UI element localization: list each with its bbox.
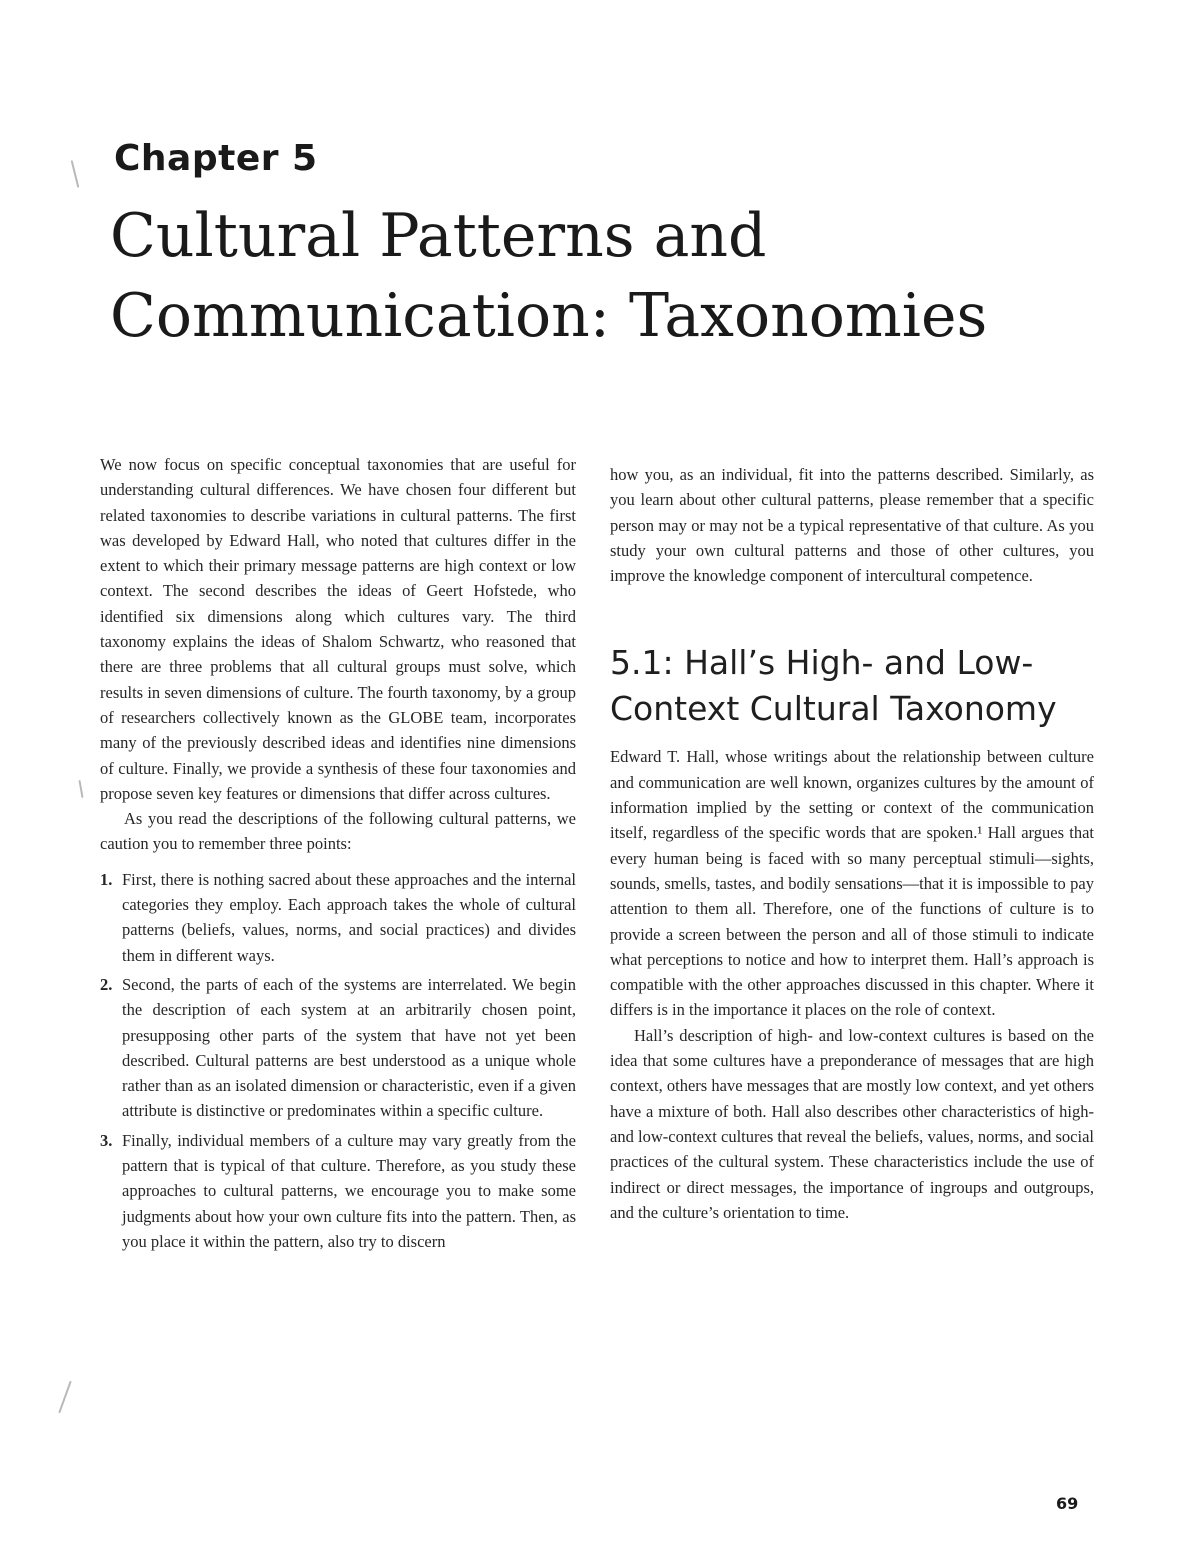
list-item-text: Second, the parts of each of the systems are interrelated. We begin the description of each system at an arbitrarily chosen point, presupposing other parts of the system that have not yet been described. Cultural patterns are best understood as a unique whole rather than as an isolated dimension or characteristic, even if a given attribute is distinctive or predominates within a specific culture. (122, 974, 576, 1121)
chapter-title-line-1: Cultural Patterns and (110, 201, 767, 271)
list-item-text: First, there is nothing sacred about these approaches and the internal categories they employ. Each approach takes the whole of cultural patterns (beliefs, values, norms, and social practices) and divides them in different ways. (122, 869, 576, 965)
chapter-title-line-2: Communication: Taxonomies (110, 281, 988, 351)
section-paragraph: Hall’s description of high- and low-context cultures is based on the idea that some cultures have a preponderance of messages that are high context, others have messages that are mostly low context, and yet others have a mixture of both. Hall also describes other characteristics of high- and low-context cultures that reveal the beliefs, values, norms, and social practices of the cultural system. These characteristics include the use of indirect or direct messages, the importance of ingroups and outgroups, and the culture’s orientation to time. (610, 1025, 1094, 1222)
caution-paragraph: As you read the descriptions of the following cultural patterns, we caution you to remember three points: (100, 809, 576, 854)
section-paragraph: Edward T. Hall, whose writings about the relationship between culture and communication are well known, organizes cultures by the amount of information implied by the setting or context of the communication itself, regardless of the specific words that are spoken.¹ Hall argues that every human being is faced with so many perceptual stimuli—sights, sounds, smells, tastes, and bodily sensations—that it is impossible to pay attention to them all. Therefore, one of the functions of culture is to provide a screen between the person and all of those stimuli to indicate what perceptions to notice and how to interpret them. Hall’s approach is compatible with the other approaches discussed in this chapter. Where it differs is in the importance it places on the role of context. (610, 747, 1094, 1020)
right-column (610, 462, 1094, 1225)
scan-mark-top (71, 160, 80, 188)
intro-paragraph: We now focus on specific conceptual taxonomies that are useful for understanding cultural differences. We have chosen four different but related taxonomies to describe variations in cultural patterns. The first was developed by Edward Hall, who noted that cultures differ in the extent to which their primary message patterns are high context or low context. The second describes the ideas of Geert Hofstede, who identified six dimensions along which cultures vary. The third taxonomy explains the ideas of Shalom Schwartz, who reasoned that there are three problems that all cultural groups must solve, which results in seven dimensions of culture. The fourth taxonomy, by a group of researchers collectively known as the GLOBE team, incorporates many of the previously described ideas and identifies nine dimensions of culture. Finally, we provide a synthesis of these four taxonomies and propose seven key features or dimensions that differ across cultures. (100, 455, 576, 803)
chapter-label: Chapter 5 (114, 138, 318, 179)
list-item (100, 972, 576, 1124)
list-item (100, 1128, 576, 1254)
list-item-text: Finally, individual members of a culture may vary greatly from the pattern that is typical of that culture. Therefore, as you study these approaches to cultural patterns, we encourage you to make some judgments about how your own culture fits into the pattern. Then, as you place it within the pattern, also try to discern (122, 1130, 576, 1251)
scan-mark-bottom (58, 1381, 72, 1414)
left-column (100, 452, 576, 1258)
continuation-paragraph: how you, as an individual, fit into the patterns described. Similarly, as you learn about other cultural patterns, please remember that a specific person may or may not be a typical representative of that culture. As you study your own cultural patterns and those of other cultures, you improve the knowledge component of intercultural competence. (610, 465, 1094, 586)
page-number: 69 (1056, 1494, 1079, 1513)
section-heading: 5.1: Hall’s High- and Low-Context Cultural Taxonomy (610, 643, 1057, 729)
list-item-number: 2. (100, 974, 113, 994)
chapter-title (110, 196, 1110, 356)
points-list (100, 867, 576, 1254)
scan-mark-middle (78, 780, 83, 798)
list-item-number: 3. (100, 1130, 113, 1150)
list-item-number: 1. (100, 869, 113, 889)
list-item (100, 867, 576, 968)
